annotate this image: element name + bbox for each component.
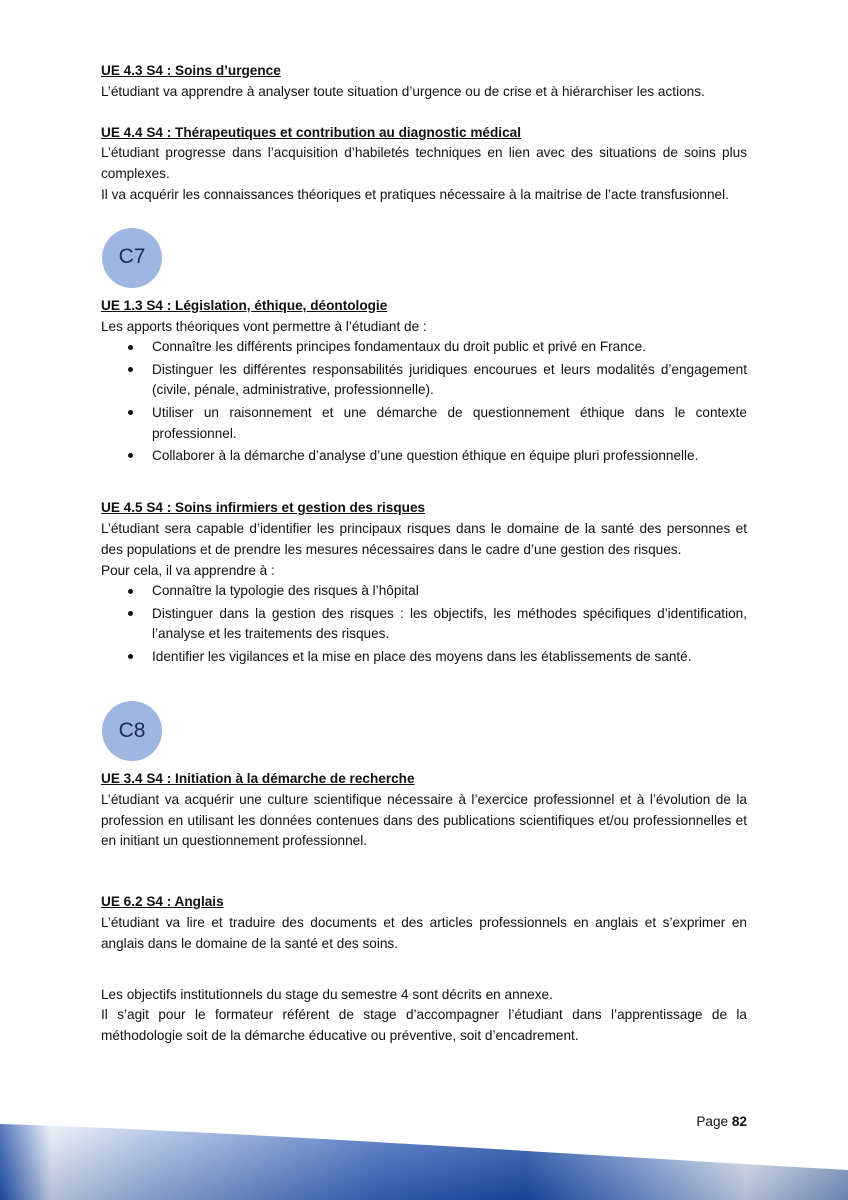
c7-badge: C7 [102,228,162,288]
list-item: Distinguer les différentes responsabilités juridiques encourues et leurs modalités d’engagement (civile, pénale, administrative, professionnelle). [101,360,747,402]
ue44-text-2: Il va acquérir les connaissances théoriques et pratiques nécessaire à la maitrise de l’acte transfusionnel. [101,186,729,202]
ue13-title: UE 1.3 S4 : Législation, éthique, déontologie [101,297,388,313]
competence-c7 [101,228,747,296]
ue13-list [101,337,747,466]
list-item: Connaître les différents principes fondamentaux du droit public et privé en France. [101,337,747,358]
list-item: Distinguer dans la gestion des risques : les objectifs, les méthodes spécifiques d’identification, l’analyse et les traitements des risques. [101,604,747,646]
list-item: Identifier les vigilances et la mise en place des moyens dans les établissements de santé. [101,647,747,668]
ue44-title: UE 4.4 S4 : Thérapeutiques et contribution au diagnostic médical [101,124,521,140]
ue44-text-1: L’étudiant progresse dans l’acquisition d’habiletés techniques en lien avec des situations de soins plus complexes. [101,145,747,182]
bullet-icon [128,589,133,594]
ue34-title: UE 3.4 S4 : Initiation à la démarche de recherche [101,771,415,787]
bullet-icon [128,453,133,458]
closing-paragraph [101,985,747,1047]
ue13-intro: Les apports théoriques vont permettre à l’étudiant de : [101,318,427,334]
section-ue44 [101,123,747,206]
competence-c8 [101,701,747,769]
ue45-text: L’étudiant sera capable d’identifier les principaux risques dans le domaine de la santé des personnes et des populations et de prendre les mesures nécessaires dans le cadre d’une gestion des risques. [101,520,747,557]
ue43-title: UE 4.3 S4 : Soins d’urgence [101,63,281,78]
page-number-value: 82 [731,1114,747,1129]
bullet-icon [128,367,133,372]
ue62-title: UE 6.2 S4 : Anglais [101,894,224,910]
ue45-intro: Pour cela, il va apprendre à : [101,562,275,578]
bullet-icon [128,611,133,616]
ue34-text: L’étudiant va acquérir une culture scientifique nécessaire à l’exercice professionnel et à l’évolution de la profession en utilisant les données contenues dans des publications scientifiques et/ou professionnelles et en initiant un questionnement professionnel. [101,791,747,849]
ue43-text: L’étudiant va apprendre à analyser toute situation d’urgence ou de crise et à hiérarchiser les actions. [101,83,705,99]
closing-text-1: Les objectifs institutionnels du stage du semestre 4 sont décrits en annexe. [101,986,553,1002]
bullet-icon [128,654,133,659]
bullet-icon [128,345,133,350]
bullet-icon [128,410,133,415]
section-ue43 [101,61,747,103]
list-item: Connaître la typologie des risques à l’hôpital [101,581,747,602]
list-item: Utiliser un raisonnement et une démarche de questionnement éthique dans le contexte professionnel. [101,403,747,445]
c8-badge: C8 [102,701,162,761]
ue62-text: L’étudiant va lire et traduire des documents et des articles professionnels en anglais et s’exprimer en anglais dans le domaine de la santé et des soins. [101,915,747,951]
ue45-title: UE 4.5 S4 : Soins infirmiers et gestion des risques [101,500,426,516]
footer-decorative-band [0,1124,848,1200]
ue45-list [101,581,747,667]
section-ue13 [101,296,747,467]
section-ue45 [101,498,747,667]
list-item: Collaborer à la démarche d’analyse d’une question éthique en équipe pluri professionnelle. [101,446,747,467]
closing-text-2: Il s’agit pour le formateur référent de stage d’accompagner l’étudiant dans l’apprentissage de la méthodologie soit de la démarche éducative ou préventive, soit d’encadrement. [101,1007,747,1044]
section-ue62 [101,892,747,954]
page-label: Page [696,1114,729,1129]
page-content [101,61,747,1047]
section-ue34 [101,769,747,852]
footer-band-shade [0,1124,848,1200]
